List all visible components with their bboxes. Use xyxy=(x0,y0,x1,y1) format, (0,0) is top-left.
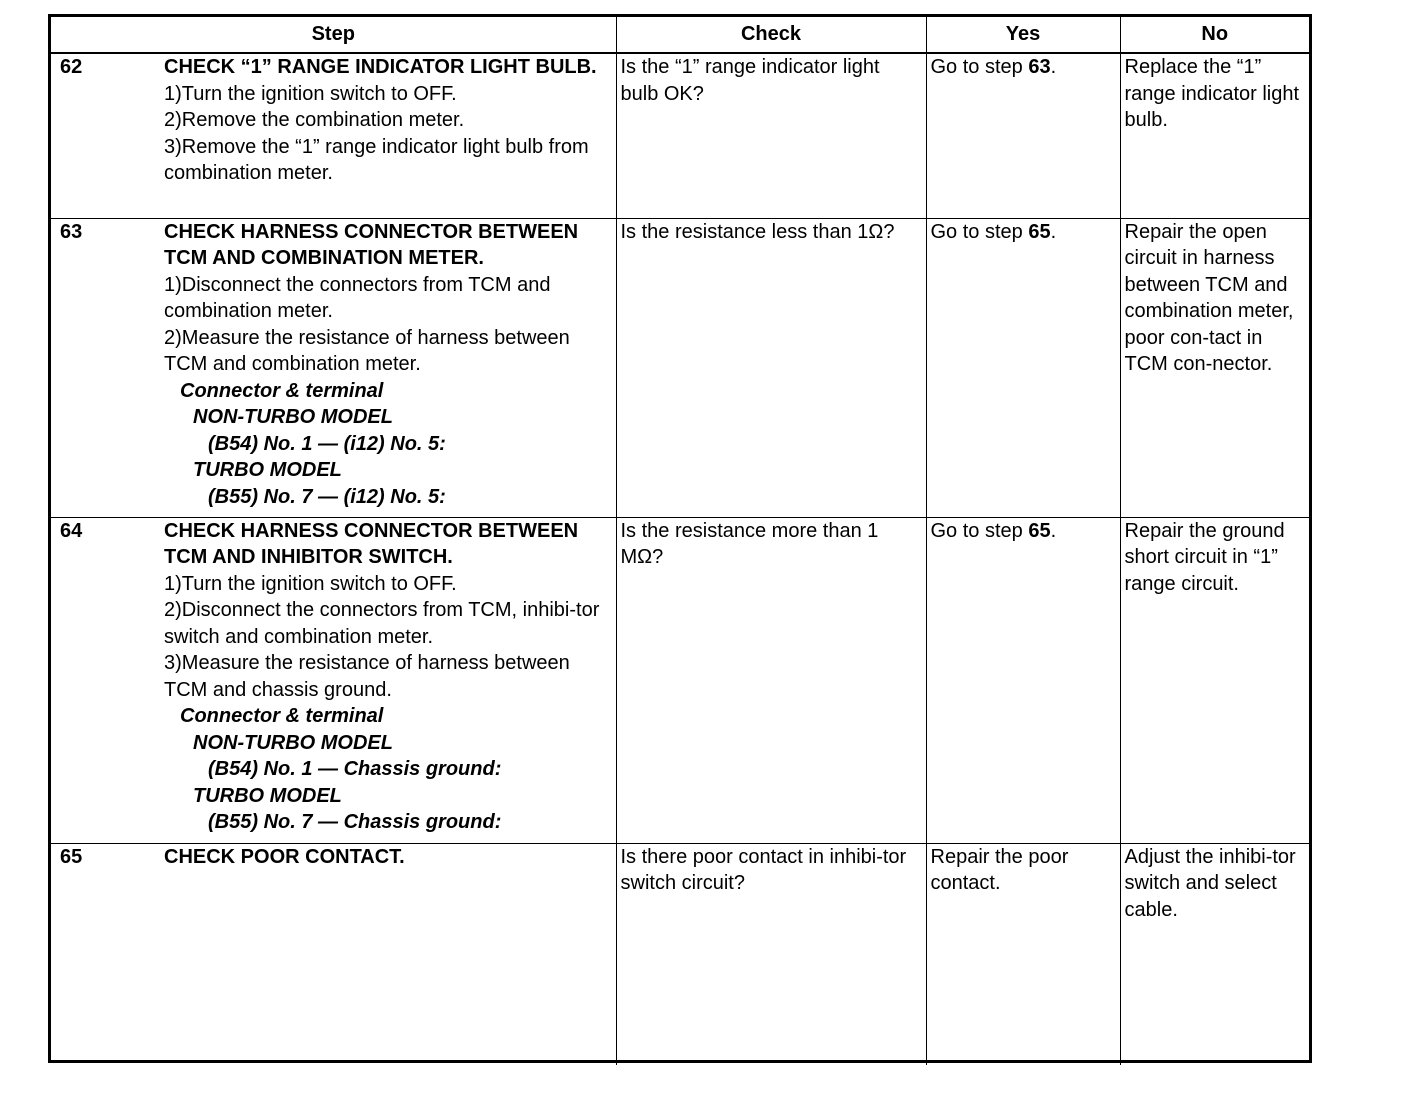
model-label: NON-TURBO MODEL xyxy=(193,406,393,428)
header-check: Check xyxy=(616,17,926,53)
step-number: 65 xyxy=(60,845,83,868)
step-cell xyxy=(51,843,616,1065)
no-cell: Adjust the inhibi-tor switch and select cable. xyxy=(1124,845,1296,921)
check-cell: Is the “1” range indicator light bulb OK? xyxy=(616,53,926,218)
model-label: TURBO MODEL xyxy=(193,459,342,481)
connector-terminal: (B55) No. 7 — (i12) No. 5: xyxy=(208,485,446,508)
no-cell: Repair the ground short circuit in “1” range circuit. xyxy=(1120,517,1309,843)
step-instruction: 2)Remove the combination meter. xyxy=(164,109,465,131)
check-cell: Is there poor contact in inhibi-tor switch circuit? xyxy=(616,843,926,1065)
yes-suffix: . xyxy=(1050,519,1057,542)
connector-terminal: (B54) No. 1 — Chassis ground: xyxy=(208,758,502,780)
table-row-65 xyxy=(51,843,1309,1065)
table-row-63 xyxy=(51,218,1309,517)
diagnostic-table-container xyxy=(48,14,1312,1063)
yes-cell xyxy=(926,53,1120,218)
yes-step-ref: 63 xyxy=(1028,56,1051,78)
no-cell: Repair the open circuit in harness between TCM and combination meter, poor con-tact in TCM con-nector. xyxy=(1120,218,1309,517)
check-cell: Is the resistance more than 1 MΩ? xyxy=(616,517,926,843)
table-row-62 xyxy=(51,53,1309,218)
step-instruction: 2)Disconnect the connectors from TCM, inhibi-tor switch and combination meter. xyxy=(164,599,600,648)
step-instruction: 3)Remove the “1” range indicator light bulb from combination meter. xyxy=(164,135,589,184)
step-instruction: 2)Measure the resistance of harness between TCM and combination meter. xyxy=(164,326,570,375)
step-cell xyxy=(51,53,616,218)
yes-prefix: Go to step xyxy=(930,519,1029,542)
check-cell: Is the resistance less than 1Ω? xyxy=(616,218,926,517)
step-number: 63 xyxy=(60,220,83,243)
header-row xyxy=(51,17,1309,53)
step-instruction: 3)Measure the resistance of harness between TCM and chassis ground. xyxy=(164,652,570,701)
header-no: No xyxy=(1120,17,1309,53)
step-instruction: 1)Disconnect the connectors from TCM and combination meter. xyxy=(164,273,551,322)
step-instruction: 1)Turn the ignition switch to OFF. xyxy=(164,572,457,595)
yes-suffix: . xyxy=(1050,220,1057,243)
step-title: CHECK POOR CONTACT. xyxy=(164,845,405,868)
model-label: TURBO MODEL xyxy=(193,784,342,807)
connector-label: Connector & terminal xyxy=(180,705,384,727)
model-label: NON-TURBO MODEL xyxy=(193,731,393,754)
yes-cell xyxy=(926,517,1120,843)
yes-step-ref: 65 xyxy=(1028,519,1051,542)
yes-prefix: Go to step xyxy=(930,56,1029,78)
connector-label: Connector & terminal xyxy=(180,379,384,402)
step-title: CHECK HARNESS CONNECTOR BETWEEN TCM AND COMBINATION METER. xyxy=(164,220,579,269)
step-instruction: 1)Turn the ignition switch to OFF. xyxy=(164,82,457,105)
step-number: 62 xyxy=(60,56,83,78)
header-yes: Yes xyxy=(926,17,1120,53)
no-cell: Replace the “1” range indicator light bulb. xyxy=(1120,53,1309,218)
table-row-64 xyxy=(51,517,1309,843)
yes-suffix: . xyxy=(1050,56,1057,78)
connector-terminal: (B54) No. 1 — (i12) No. 5: xyxy=(208,432,446,455)
header-step: Step xyxy=(51,17,616,53)
step-cell xyxy=(51,218,616,517)
diagnostic-procedure-table xyxy=(51,17,1309,1065)
yes-step-ref: 65 xyxy=(1028,220,1051,243)
connector-terminal: (B55) No. 7 — Chassis ground: xyxy=(208,811,502,833)
yes-cell: Repair the poor contact. xyxy=(926,843,1120,1065)
yes-prefix: Go to step xyxy=(930,220,1029,243)
yes-cell xyxy=(926,218,1120,517)
step-cell xyxy=(51,517,616,843)
step-number: 64 xyxy=(60,519,83,542)
step-title: CHECK “1” RANGE INDICATOR LIGHT BULB. xyxy=(164,56,597,78)
step-title: CHECK HARNESS CONNECTOR BETWEEN TCM AND INHIBITOR SWITCH. xyxy=(164,519,579,568)
